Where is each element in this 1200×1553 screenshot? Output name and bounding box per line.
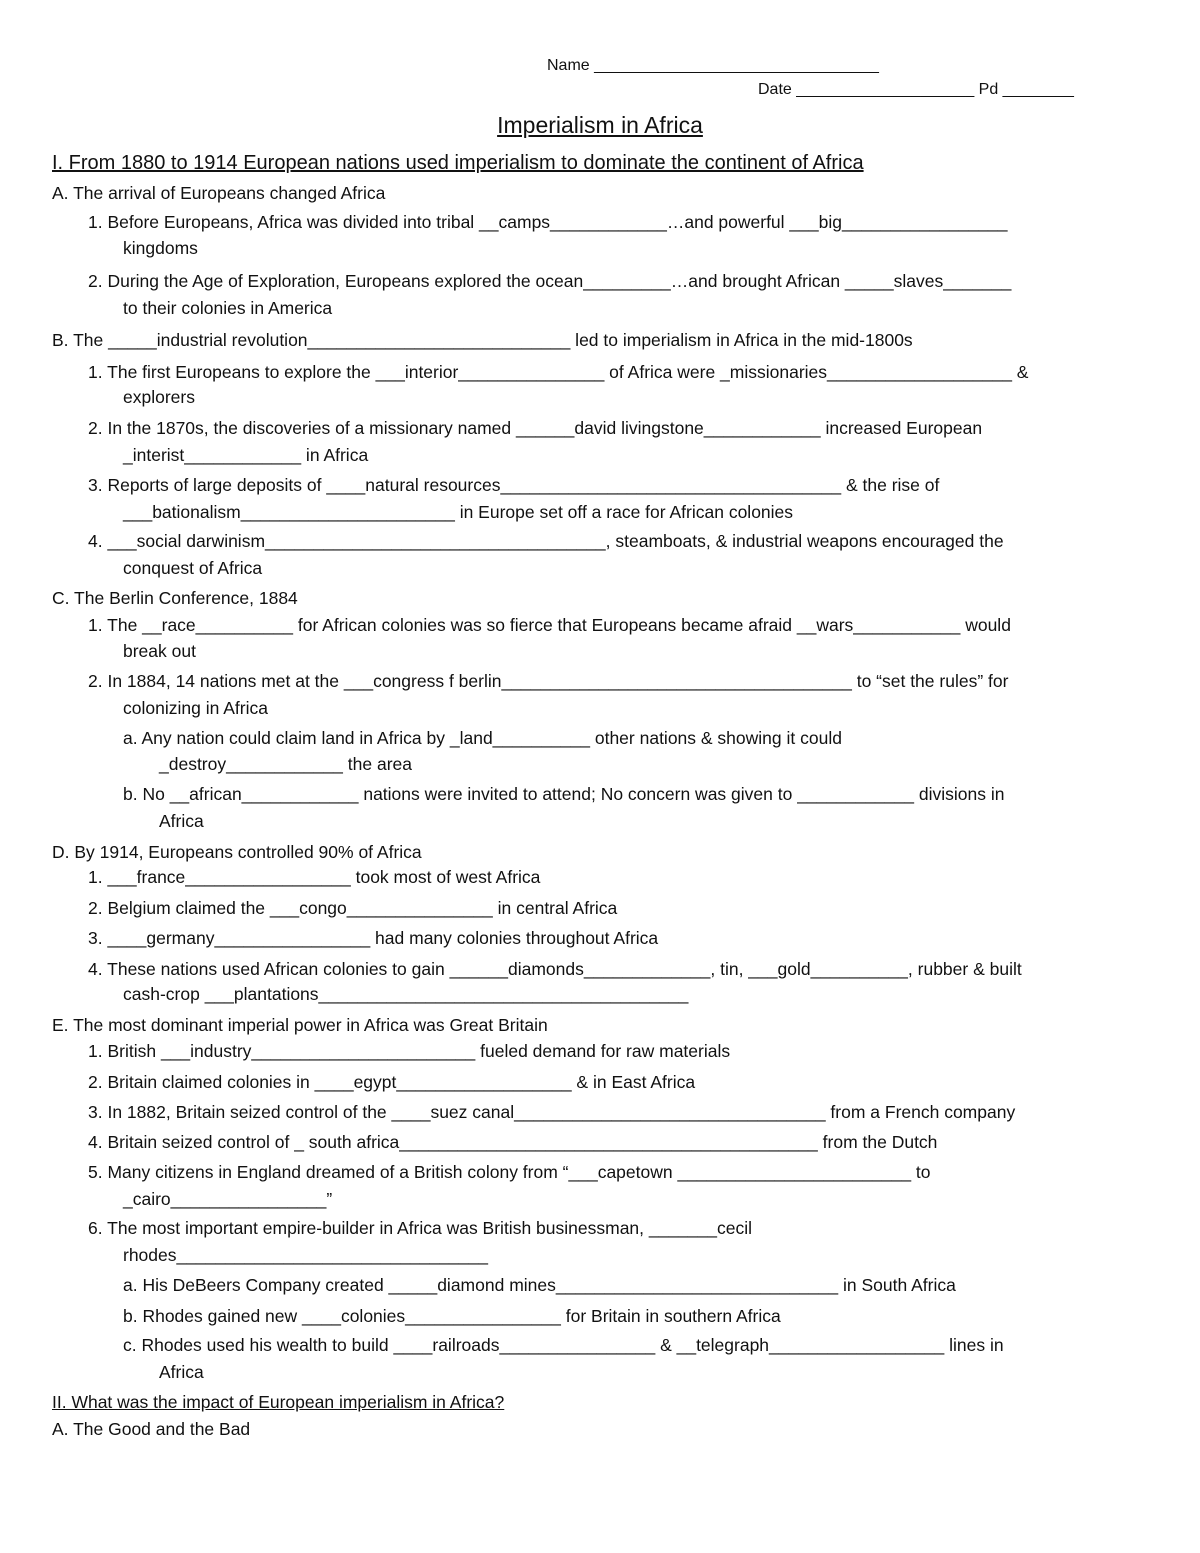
outline-item: 3. ____germany________________ had many colonies throughout Africa [88,928,659,948]
outline-continuation: _destroy____________ the area [159,754,412,774]
outline-item: 5. Many citizens in England dreamed of a British colony from “___capetown ________________________ to [88,1162,931,1182]
outline-item: 1. British ___industry_______________________ fueled demand for raw materials [88,1041,731,1061]
outline-continuation: cash-crop ___plantations______________________________________ [123,984,689,1004]
outline-item: 1. ___france_________________ took most of west Africa [88,867,541,887]
outline-item: 3. Reports of large deposits of ____natural resources___________________________________ & the rise of [88,475,940,495]
outline-continuation: ___bationalism______________________ in Europe set off a race for African colonies [123,502,794,522]
outline-heading: D. By 1914, Europeans controlled 90% of Africa [52,842,422,862]
outline-item: 1. The __race__________ for African colonies was so fierce that Europeans became afraid __wars___________ would [88,615,1011,635]
outline-subitem: a. Any nation could claim land in Africa by _land__________ other nations & showing it could [123,728,842,748]
name-field[interactable]: Name ________________________________ [547,57,879,74]
outline-continuation: _cairo________________” [123,1189,333,1209]
outline-subitem: b. Rhodes gained new ____colonies________________ for Britain in southern Africa [123,1306,781,1326]
outline-heading: A. The arrival of Europeans changed Africa [52,183,386,203]
outline-subitem: b. No __african____________ nations were invited to attend; No concern was given to ____________ divisions in [123,784,1005,804]
outline-continuation: Africa [159,811,204,831]
outline-item: 2. Britain claimed colonies in ____egypt__________________ & in East Africa [88,1072,696,1092]
outline-item: 4. ___social darwinism___________________________________, steamboats, & industrial weapons encouraged the [88,531,1004,551]
outline-item: 1. The first Europeans to explore the ___interior_______________ of Africa were _missionaries___________________ & [88,362,1029,382]
outline-heading: B. The _____industrial revolution___________________________ led to imperialism in Africa in the mid-1800s [52,330,913,350]
outline-subitem: c. Rhodes used his wealth to build ____railroads________________ & __telegraph__________________ lines in [123,1335,1004,1355]
outline-heading: A. The Good and the Bad [52,1419,251,1439]
outline-continuation: break out [123,641,196,661]
outline-heading: E. The most dominant imperial power in Africa was Great Britain [52,1015,548,1035]
outline-item: 4. These nations used African colonies to gain ______diamonds_____________, tin, ___gold__________, rubber & built [88,959,1022,979]
outline-continuation: conquest of Africa [123,558,263,578]
section-heading: II. What was the impact of European imperialism in Africa? [52,1392,505,1412]
outline-item: 1. Before Europeans, Africa was divided into tribal __camps____________…and powerful ___big_________________ [88,212,1008,232]
outline-continuation: _interist____________ in Africa [123,445,369,465]
outline-item: 2. In the 1870s, the discoveries of a missionary named ______david livingstone____________ increased European [88,418,983,438]
outline-continuation: to their colonies in America [123,298,333,318]
outline-item: 2. Belgium claimed the ___congo_______________ in central Africa [88,898,618,918]
date-period-field[interactable]: Date ____________________ Pd ________ [758,81,1074,98]
outline-item: 4. Britain seized control of _ south africa___________________________________________ from the Dutch [88,1132,938,1152]
outline-continuation: rhodes________________________________ [123,1245,488,1265]
outline-continuation: colonizing in Africa [123,698,268,718]
outline-continuation: explorers [123,387,195,407]
outline-continuation: Africa [159,1362,204,1382]
outline-subitem: a. His DeBeers Company created _____diamond mines_____________________________ in South Africa [123,1275,956,1295]
outline-item: 2. In 1884, 14 nations met at the ___congress f berlin____________________________________ to “set the rules” for [88,671,1009,691]
outline-item: 2. During the Age of Exploration, Europeans explored the ocean_________…and brought African _____slaves_______ [88,271,1012,291]
outline-item: 3. In 1882, Britain seized control of the ____suez canal________________________________ from a French company [88,1102,1016,1122]
outline-continuation: kingdoms [123,238,198,258]
page-title: Imperialism in Africa [497,112,703,138]
outline-heading: C. The Berlin Conference, 1884 [52,588,298,608]
outline-item: 6. The most important empire-builder in Africa was British businessman, _______cecil [88,1218,753,1238]
section-heading: I. From 1880 to 1914 European nations used imperialism to dominate the continent of Africa [52,152,864,174]
